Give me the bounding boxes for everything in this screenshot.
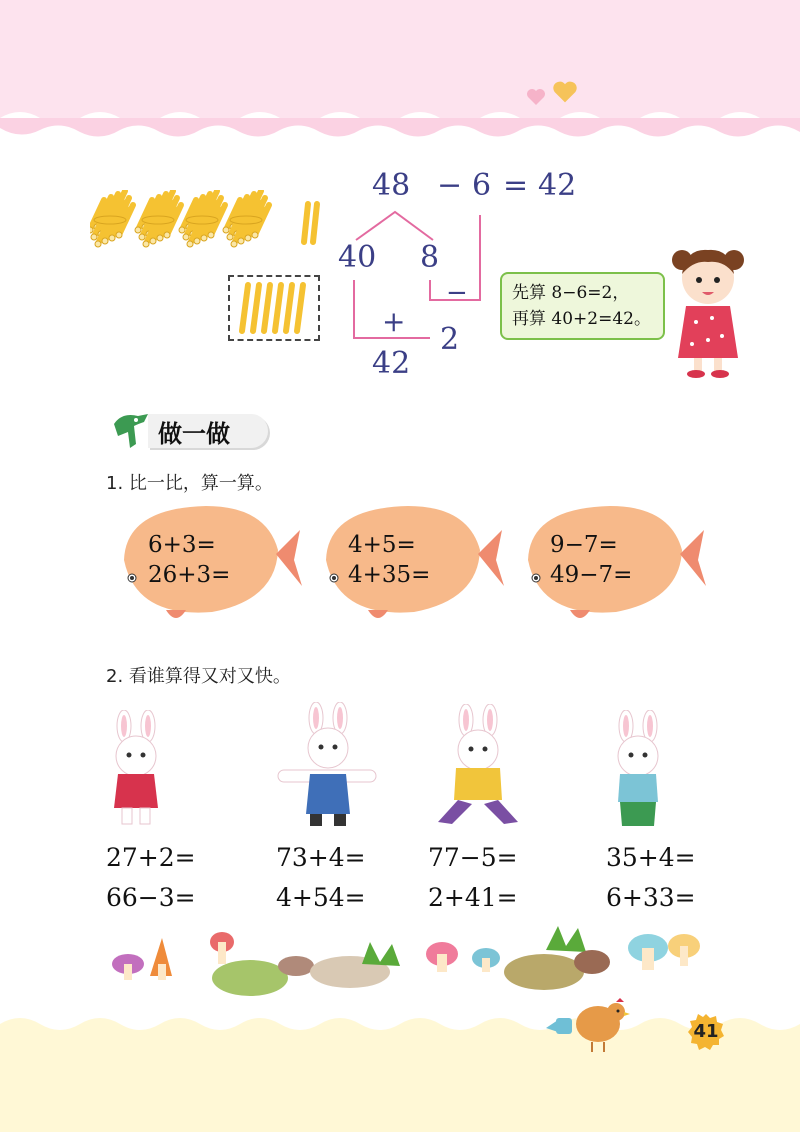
removed-stick (242, 285, 248, 331)
page-number: 41 (693, 1021, 719, 1042)
number-6: 6 (472, 168, 492, 203)
calc-equation: 27+2= (106, 843, 196, 872)
fish-equation: 49−7= (550, 562, 633, 588)
fish-equation: 4+5= (348, 532, 416, 558)
removed-sticks-box (228, 275, 320, 341)
hen-watering-can-illustration (544, 996, 634, 1060)
calc-equation: 4+54= (276, 883, 366, 912)
question-2-label: 2. 看谁算得又对又快。 (106, 666, 291, 687)
loose-stick (304, 204, 308, 242)
rabbit-teal-illustration (604, 710, 674, 834)
rabbit-red-illustration (98, 710, 178, 834)
heart-icon (526, 88, 546, 110)
result-42: 42 (538, 168, 577, 203)
bottom-decorative-band (0, 1010, 800, 1132)
fish-card (318, 500, 508, 626)
ones-8: 8 (420, 240, 440, 275)
fish-equation: 9−7= (550, 532, 618, 558)
final-42: 42 (372, 346, 411, 381)
calc-equation: 73+4= (276, 843, 366, 872)
removed-stick (264, 285, 270, 331)
removed-stick (297, 285, 303, 331)
difference-2: 2 (440, 322, 460, 357)
speech-bubble (500, 272, 665, 340)
calc-equation: 2+41= (428, 883, 518, 912)
stick-bundles-illustration (90, 190, 330, 258)
minus-sign: − (437, 168, 463, 203)
fish-equation: 6+3= (148, 532, 216, 558)
speech-line-1: 先算 8−6=2， (512, 283, 630, 303)
number-48: 48 (372, 168, 411, 203)
crocodile-icon (108, 408, 154, 452)
rabbit-blue-overalls-illustration (272, 702, 382, 834)
question-1-label: 1. 比一比，算一算。 (106, 473, 273, 494)
inner-minus-sign: − (446, 278, 468, 308)
removed-stick (286, 285, 292, 331)
removed-stick (275, 285, 281, 331)
section-tag-do-it (108, 408, 268, 452)
fish-equation: 26+3= (148, 562, 231, 588)
loose-stick (313, 204, 317, 242)
stick-bundle (90, 191, 133, 247)
fish-card (116, 500, 306, 626)
section-title: 做一做 (158, 420, 230, 448)
heart-icon (552, 80, 578, 108)
rabbit-plaid-illustration (428, 704, 528, 834)
removed-stick (253, 285, 259, 331)
calc-equation: 77−5= (428, 843, 518, 872)
calc-equation: 35+4= (606, 843, 696, 872)
speech-line-2: 再算 40+2=42。 (512, 309, 651, 329)
decomposition-lines (340, 200, 500, 364)
fish-card (520, 500, 710, 626)
tens-40: 40 (338, 240, 377, 275)
stick-bundle (223, 191, 269, 247)
calc-equation: 66−3= (106, 883, 196, 912)
girl-illustration (668, 240, 748, 384)
top-decorative-band (0, 0, 800, 160)
stick-bundle (179, 191, 225, 247)
equals-sign: = (503, 168, 529, 203)
plus-sign: + (382, 305, 406, 338)
fish-equation: 4+35= (348, 562, 431, 588)
calc-equation: 6+33= (606, 883, 696, 912)
stick-bundle (135, 191, 181, 247)
